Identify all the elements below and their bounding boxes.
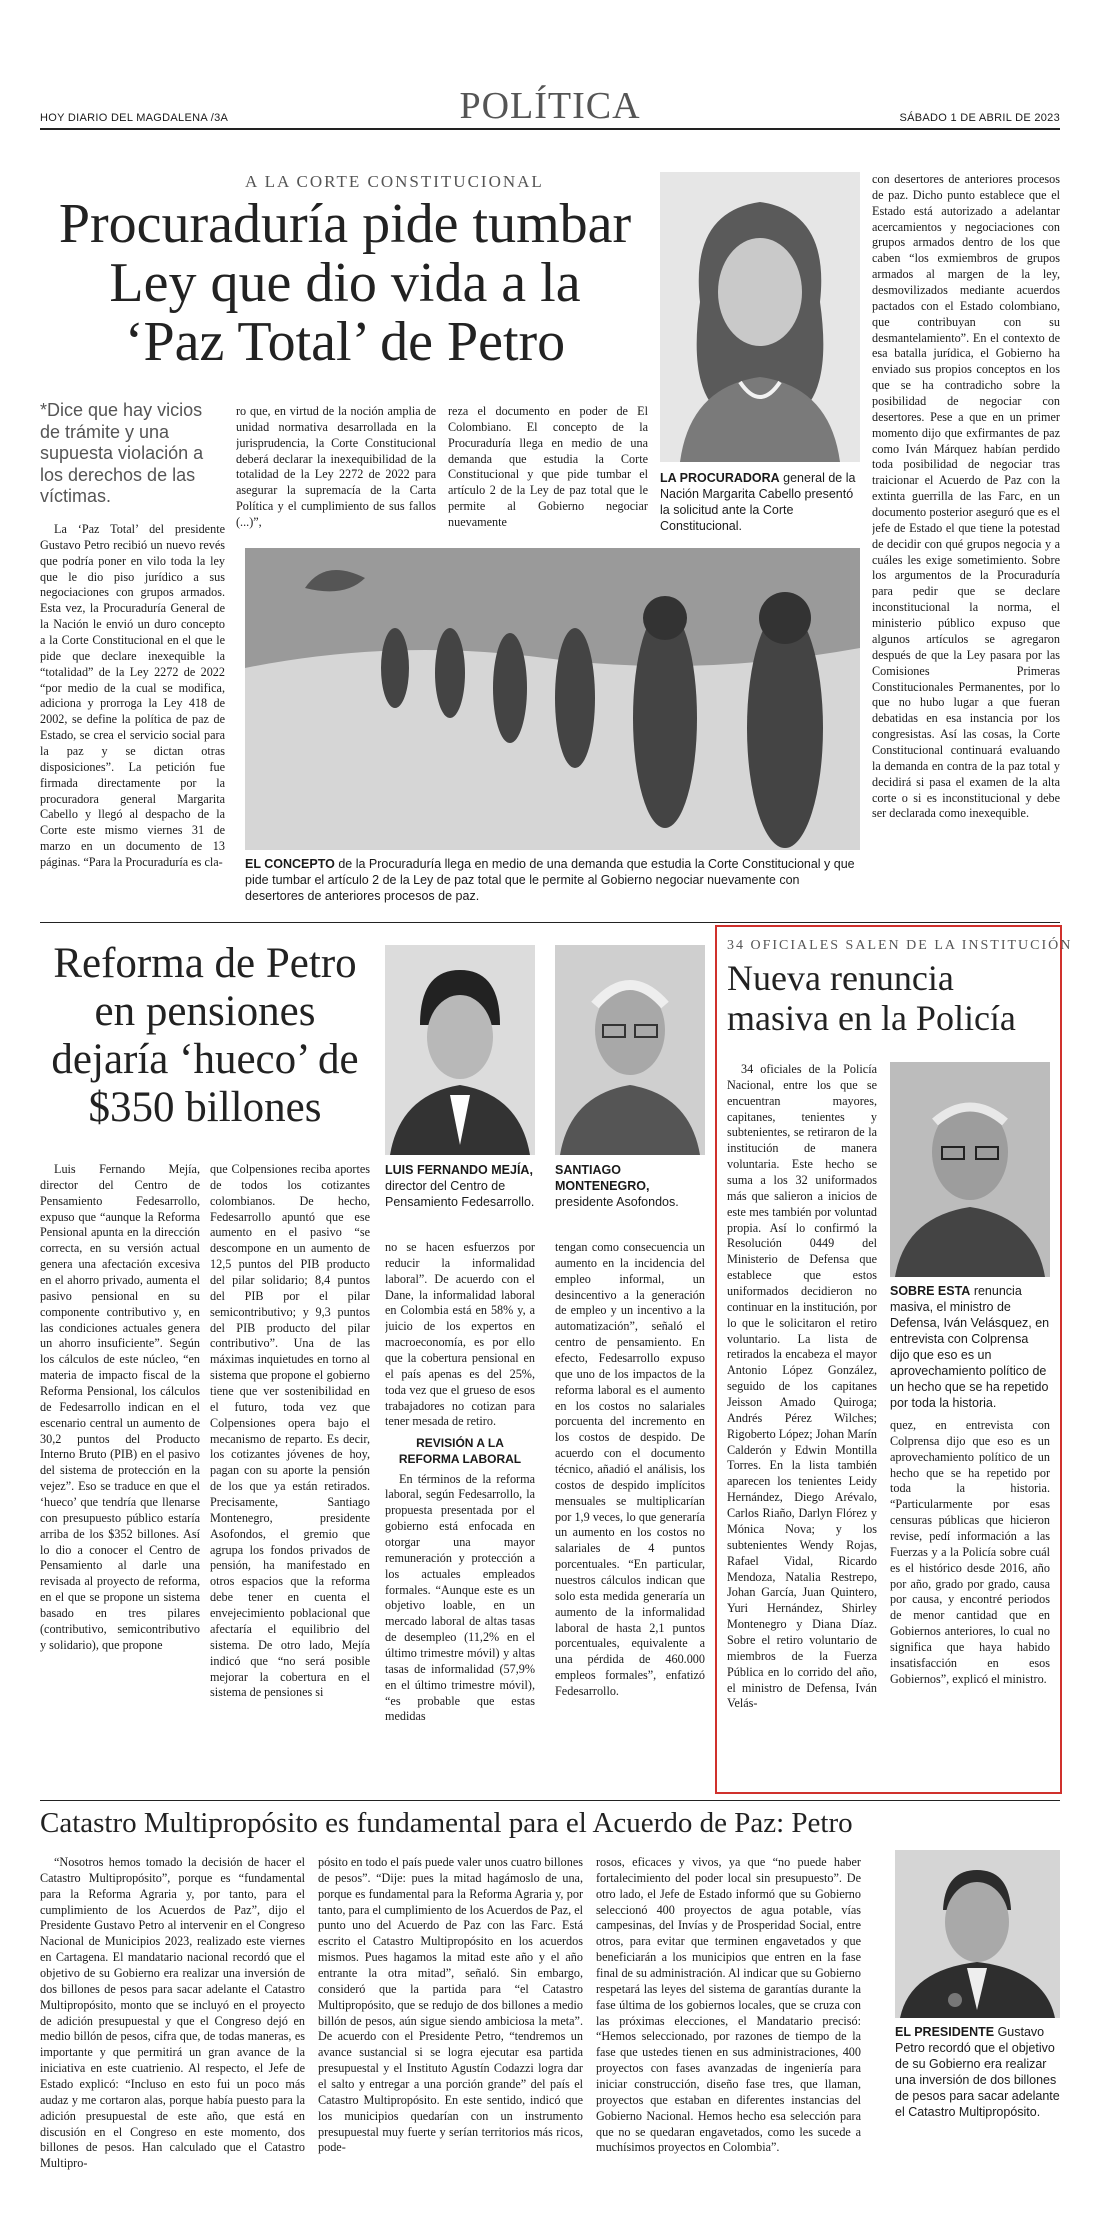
soldiers-photo <box>245 548 860 850</box>
article4-col2 <box>318 1855 583 2215</box>
caption-text: director del Centro de Pensamiento Fedesarrollo. <box>385 1179 535 1209</box>
caption-bold: EL CONCEPTO <box>245 857 335 871</box>
article2-col3 <box>385 1240 535 1790</box>
masthead-left: HOY DIARIO DEL MAGDALENA /3A <box>40 112 229 124</box>
caption-text: presidente Asofondos. <box>555 1195 679 1209</box>
velasquez-photo <box>890 1062 1050 1277</box>
article4-col2-text: pósito en todo el país puede valer unos cuatro billones de pesos”. “Dije: pues la mitad hagámoslo de una, porque es fundamental para la Reforma Agraria y, por tanto, para el cumplimiento de los Acuerdos de Paz, el punto uno del Acuerdo de Paz con las Farc. Está escrito el Catastro Multipropósito en los acuerdos mismos. Pues hagamos la mitad este año y el año entrante la otra mitad”, señaló. Sin embargo, consideró que la partida para “el Catastro Multipropósito, que se redujo de dos billones a medio billón de pesos, aún sigue siendo ambiciosa la meta”. De acuerdo con el Presidente Petro, “tendremos un avance sustancial si se logra ejecutar esa partida presupuestal y el Instituto Agustín Codazzi logra dar el salto y entregar a una porción grande” del país el Catastro Multipropósito. En este sentido, indicó que los municipios quedarían con un instrumento presupuestal muy fuerte y serían territorios más ricos, pode- <box>318 1855 583 2155</box>
article2-col4-text: tengan como consecuencia un aumento en la incidencia del empleo informal, un desincentivo a la generación de empleo y un incentivo a la automatización”, señaló el centro de pensamiento. En efecto, Fedesarrollo expuso que uno de los impactos de la reforma laboral es el aumento en los costos no salariales porcuenta del incremento en los costos de despido. De acuerdo con el documento técnico, añadió el análisis, los costos de despido implícitos mensuales se multiplicarían por 1,9 veces, lo que generaría un aumento en los costos no salariales de 4 puntos porcentuales. “En particular, nuestros cálculos indican que solo esta medida generaría un aumento de la informalidad laboral de hasta 2,1 puntos porcentuales, equivalente a una pérdida de 460.000 empleos formales”, enfatizó Fedesarrollo. <box>555 1240 705 1699</box>
article4-col3 <box>596 1855 861 2215</box>
article3-col1-text: 34 oficiales de la Policía Nacional, entre los que se encuentran mayores, capitanes, tenientes y subtenientes, se retiraron de la institución de manera voluntaria. Este hecho se suma a los 32 uniformados más que salieron a inicios de este mes también por voluntad propia. Así lo confirmó la Resolución 0449 del Ministerio de Defensa que establece que estos uniformados decidieron no continuar en la institución, por lo que le solicitaron el retiro voluntario. La lista de retirados la encabeza el mayor Antonio López González, seguido de los capitanes Jeisson Amado Quiroga; Andrés Pérez Wilches; Rigoberto López; Johan Marín Calderón y Edwin Montilla Torres. En la lista también aparecen los tenientes Leidy Hernández, Diego Arévalo, Carlos Riaño, Darlyn Flórez y Mónica Nova; y los subtenientes Wendy Rojas, Rafael Vidal, Ricardo Mendoza, Natalia Restrepo, Johan García, Juan Quintero, Yuri Hernández, Shirley Montenegro y Diana Díaz. Sobre el retiro voluntario de miembros de la Fuerza Pública en lo corrido del año, el ministro de Defensa, Iván Velás- <box>727 1062 877 1711</box>
article1-headline <box>40 195 650 371</box>
header-rule <box>40 128 1060 130</box>
caption-text: renuncia masiva, el ministro de Defensa, Iván Velásquez, en entrevista con Colprensa dijo que eso es un aprovechamiento político de un hecho que se ha repetido por toda la historia. <box>890 1284 1050 1410</box>
article3-headline-line: masiva en la Policía <box>727 998 1016 1039</box>
article1-headline-line: Ley que dio vida a la <box>109 251 581 314</box>
mejia-caption <box>385 1162 535 1210</box>
article2-col2 <box>210 1162 370 1787</box>
article2-headline-line: en pensiones <box>94 988 316 1036</box>
caption-bold: LA PROCURADORA <box>660 471 780 485</box>
petro-caption <box>895 2024 1060 2120</box>
section-divider <box>40 1800 1060 1801</box>
article2-headline-line: $350 billones <box>88 1084 322 1132</box>
article4-headline: Catastro Multipropósito es fundamental para el Acuerdo de Paz: Petro <box>40 1807 853 1839</box>
article1-col3-text: reza el documento en poder de El Colombiano. El concepto de la Procuraduría llega en medio de una demanda que estudia la Corte Constitucional y que pide tumbar el artículo 2 de la Ley de paz total que le permite al Gobierno negociar nuevamente <box>448 404 648 530</box>
article2-col2-text: que Colpensiones reciba aportes de todos los cotizantes colombianos. De hecho, Fedesarrollo apuntó que ese aumento en el pasivo “se descompone en un aumento de 12,5 puntos del PIB producto del pilar solidario; 8,4 puntos del PIB por el pilar semicontributivo; y 9,3 puntos del PIB producto del pilar contributivo”. Una de las máximas inquietudes en torno al sistema que propone el gobierno tiene que ver sostenibilidad en el futuro, toda vez que Colpensiones opera bajo el mecanismo de reparto. Es decir, los cotizantes jóvenes de hoy, pagan con su aporte la pensión de los que ya están retirados. Precisamente, Santiago Montenegro, presidente Asofondos, el gremio que agrupa los fondos privados de pensión, ha manifestado en otros espacios que la reforma debe tener en cuenta el envejecimiento poblacional que afectaría el equilibrio del sistema. De otro lado, Mejía indicó que “no será posible mejorar la cobertura en el sistema de pensiones si <box>210 1162 370 1700</box>
article2-headline-line: Reforma de Petro <box>53 940 357 987</box>
article2-headline-line: dejaría ‘hueco’ de <box>51 1036 359 1084</box>
section-title: POLÍTICA <box>459 85 641 127</box>
article2-col3-text: no se hacen esfuerzos por reducir la informalidad laboral”. De acuerdo con el Dane, la informalidad laboral en Colombia está en 58% y, a juicio de los expertos en macroeconomía, es por ello que la cobertura pensional en el país apenas es del 25%, toda vez que el grueso de esos trabajadores no cotizan para tener mesada de retiro. <box>385 1240 535 1429</box>
article1-col3 <box>448 404 648 544</box>
article4-col3-text: rosos, eficaces y vivos, ya que “no puede haber fortalecimiento del poder local sin presupuesto”. De otro lado, el Jefe de Estado informó que su Gobierno seleccionó 400 proyectos de agua potable, vías campesinas, del Invías y de Prosperidad Social, entre otros, para evitar que terminen engavetados y que beneficiarán a los municipios que entren en la fase final de su administración. Al indicar que su Gobierno respetará las leyes del sistema de garantías durante la fase última de los gobiernos locales, que se cruza con las próximas elecciones, el Mandatario precisó: “Hemos seleccionado, por razones de tiempo de la fase que ustedes tienen en sus administraciones, 400 proyectos con fases avanzadas de ingeniería para iniciar construcción, diseño fase tres, que llaman, proyectos que estaban en diferentes instancias del Gobierno Nacional. Hemos hecho esa selección para que no se quedaran engavetados, como les sucede a muchísimos proyectos en Colombia”. <box>596 1855 861 2155</box>
article4-col1-text: “Nosotros hemos tomado la decisión de hacer el Catastro Multipropósito”, porque es “fundamental para la Reforma Agraria y, por tanto, para el cumplimiento de los Acuerdos de Paz”, dijo el Presidente Gustavo Petro al intervenir en el Congreso Nacional de Municipios 2023, realizado este viernes en Cartagena. El mandatario nacional recordó que el objetivo de su Gobierno era realizar una inversión de dos billones de pesos para sacar adelante el Catastro Multipropósito, monto que se incluyó en el proyecto de adición presupuestal y que el Congreso dejó en medio billón de pesos, cifra que, de todas maneras, es importante y que permitirá un gran avance de la iniciativa en este cuatrienio. Al respecto, el Jefe de Estado explicó: “Incluso en esto fui un poco más audaz y me cortaron alas, porque había puesto para la adición presupuestal de este año, que está en discusión en el Congreso en este momento, dos billones de pesos. Han calculado que el Catastro Multipro- <box>40 1855 305 2171</box>
velasquez-caption <box>890 1283 1050 1411</box>
article1-col4-text: con desertores de anteriores procesos de paz. Dicho punto establece que el Estado está autorizado a adelantar acercamientos y negociaciones con grupos armados dentro de los que caben “los exmiembros de grupos armados al margen de la ley, desmovilizados mediante acuerdos pactados con el Estado colombiano, que contribuyan con su desmantelamiento”. En el contexto de esa batalla jurídica, el Gobierno ha enviado sus propios conceptos en los que se ha contradicho sobre la posibilidad de negociar con desertores. Pese a que en un primer momento dijo que exfirmantes de paz como Iván Márquez habían perdido toda posibilidad de negociar tras traicionar el Acuerdo de Paz con la extinta guerrilla de las Farc, en un documento posterior aseguró que es el jefe de Estado el que tiene la potestad de decidir con qué grupos negocia y a cuáles les exige sometimiento. Sobre los argumentos de la Procuraduría para pedir que se declare inconstitucional la norma, el ministerio público expuso que algunos artículos se agregaron después de que la Ley pasara por las Comisiones Primeras Constitucionales Permanentes, por lo que no hubo lugar a que fueran debatidas en esa instancia por los congresistas. Así las cosas, la Corte Constitucional continuará evaluando la demanda en contra de la paz total y decidirá si pasa el examen de la alta corte o si es inconstitucional y debe ser declarada como inexequible. <box>872 172 1060 821</box>
article2-col1 <box>40 1162 200 1787</box>
article1-deck: *Dice que hay vicios de trámite y una supuesta violación a los derechos de las víctimas. <box>40 400 204 507</box>
article2-col4 <box>555 1240 705 1790</box>
procuradora-photo <box>660 172 860 462</box>
caption-text: de la Procuraduría llega en medio de una demanda que estudia la Corte Constitucional y que pide tumbar el artículo 2 de la Ley de paz total que le permite al Gobierno negociar nuevamente con desertores de anteriores procesos de paz. <box>245 857 855 903</box>
article2-headline <box>40 940 370 1133</box>
article1-col4 <box>872 172 1060 917</box>
caption-text: general de la Nación Margarita Cabello presentó la solicitud ante la Corte Constitucional. <box>660 471 856 533</box>
article4-col1 <box>40 1855 305 2215</box>
caption-bold: SOBRE ESTA <box>890 1284 971 1298</box>
caption-bold: LUIS FERNANDO MEJÍA, <box>385 1163 533 1177</box>
article1-col1 <box>40 522 225 912</box>
article1-col2 <box>236 404 436 544</box>
procuradora-caption <box>660 470 860 534</box>
article1-headline-line: Procuraduría pide tumbar <box>58 193 632 255</box>
caption-bold: SANTIAGO MONTENEGRO, <box>555 1163 650 1193</box>
article1-headline-line: ‘Paz Total’ de Petro <box>124 310 566 373</box>
masthead-date: SÁBADO 1 DE ABRIL DE 2023 <box>899 112 1060 124</box>
article2-col3b-text: En términos de la reforma laboral, según Fedesarrollo, la propuesta presentada por el gobierno está enfocada en otorgar una mayor remuneración y protección a los actuales empleados formales. “Aunque este es un objetivo loable, en un mercado laboral de altas tasas de desempleo (11,2% en el último trimestre móvil) y altas tasas de informalidad (57,9% en el último trimestre móvil), “es probable que estas medidas <box>385 1471 535 1724</box>
section-divider <box>40 922 1060 923</box>
montenegro-caption <box>555 1162 705 1210</box>
article1-kicker: A LA CORTE CONSTITUCIONAL <box>245 172 544 191</box>
caption-text: Gustavo Petro recordó que el objetivo de su Gobierno era realizar una inversión de dos billones de pesos para sacar adelante el Catastro Multipropósito. <box>895 2025 1060 2119</box>
article1-col1-text: La ‘Paz Total’ del presidente Gustavo Petro recibió un nuevo revés que podría poner en vilo toda la ley que le dio piso jurídico a sus negociaciones con grupos armados. Esta vez, la Procuraduría General de la Nación le envió un duro concepto a la Corte Constitucional en el que le pide que declare inexequible la “totalidad” de la Ley 2272 de 2022 “por medio de la cual se modifica, adiciona y prorroga la Ley 418 de 2002, se define la política de paz de Estado, se crea el servicio social para la paz y se dictan otras disposiciones”. La petición fue firmada directamente por la procuradora general Margarita Cabello y llegó al despacho de la Corte este mismo viernes 31 de marzo en un documento de 13 páginas. “Para la Procuraduría es cla- <box>40 522 225 870</box>
soldiers-caption <box>245 856 860 904</box>
montenegro-photo <box>555 945 705 1155</box>
petro-photo <box>895 1850 1060 2018</box>
article3-col2-text: quez, en entrevista con Colprensa dijo que eso es un aprovechamiento político de un hecho que se ha repetido por toda la historia. “Particularmente por esas censuras públicas que hicieron revise, pedí información a las Fuerzas y a la Policía sobre cuál es el histórico desde 2016, año por año, grado por grado, causa por causa, y encontré periodos de menor cantidad que en Gobiernos anteriores, lo cual no significa que haya habido insatisfacción en esos Gobiernos”, explicó el ministro. <box>890 1418 1050 1686</box>
article2-col1-text: Luis Fernando Mejía, director del Centro de Pensamiento Fedesarrollo, expuso que “aunque la Reforma Pensional apunta en la dirección correcta, en su versión actual genera una afectación excesiva en el ahorro privado, aumenta el pasivo pensional en su componente contributivo y, en las condiciones actuales genera un ahorro insuficiente”. Según los cálculos de este núcleo, “en materia de impacto fiscal de la Reforma Pensional, los cálculos de Fedesarrollo indican en el escenario central un aumento de 30,2 puntos del Producto Interno Bruto (PIB) en el pasivo del sistema de protección en la vejez”. Eso se traduce en que el ‘hueco’ que tendría que llenarse con presupuesto público estaría arriba de los $352 billones. Así lo dio a conocer el Centro de Pensamiento al darle una revisada al proyecto de reforma, en el que se propone un sistema basado en tres pilares (contributivo, semicontributivo y solidario), que propone <box>40 1162 200 1652</box>
article1-col2-text: ro que, en virtud de la noción amplia de unidad normativa desarrollada en la jurisprudencia, la Corte Constitucional deberá declarar la inexequibilidad de la totalidad de la Ley 2272 de 2022 para asegurar la supremacía de la Carta Política y el cumplimiento de sus fallos (...)”, <box>236 404 436 530</box>
article3-col1 <box>727 1062 877 1782</box>
article2-subhead: REVISIÓN A LA REFORMA LABORAL <box>398 1436 522 1466</box>
article3-headline-line: Nueva renuncia <box>727 958 954 998</box>
article3-headline <box>727 958 1052 1039</box>
article3-col2 <box>890 1418 1050 1782</box>
caption-bold: EL PRESIDENTE <box>895 2025 995 2039</box>
article3-kicker: 34 OFICIALES SALEN DE LA INSTITUCIÓN <box>727 938 1073 953</box>
mejia-photo <box>385 945 535 1155</box>
